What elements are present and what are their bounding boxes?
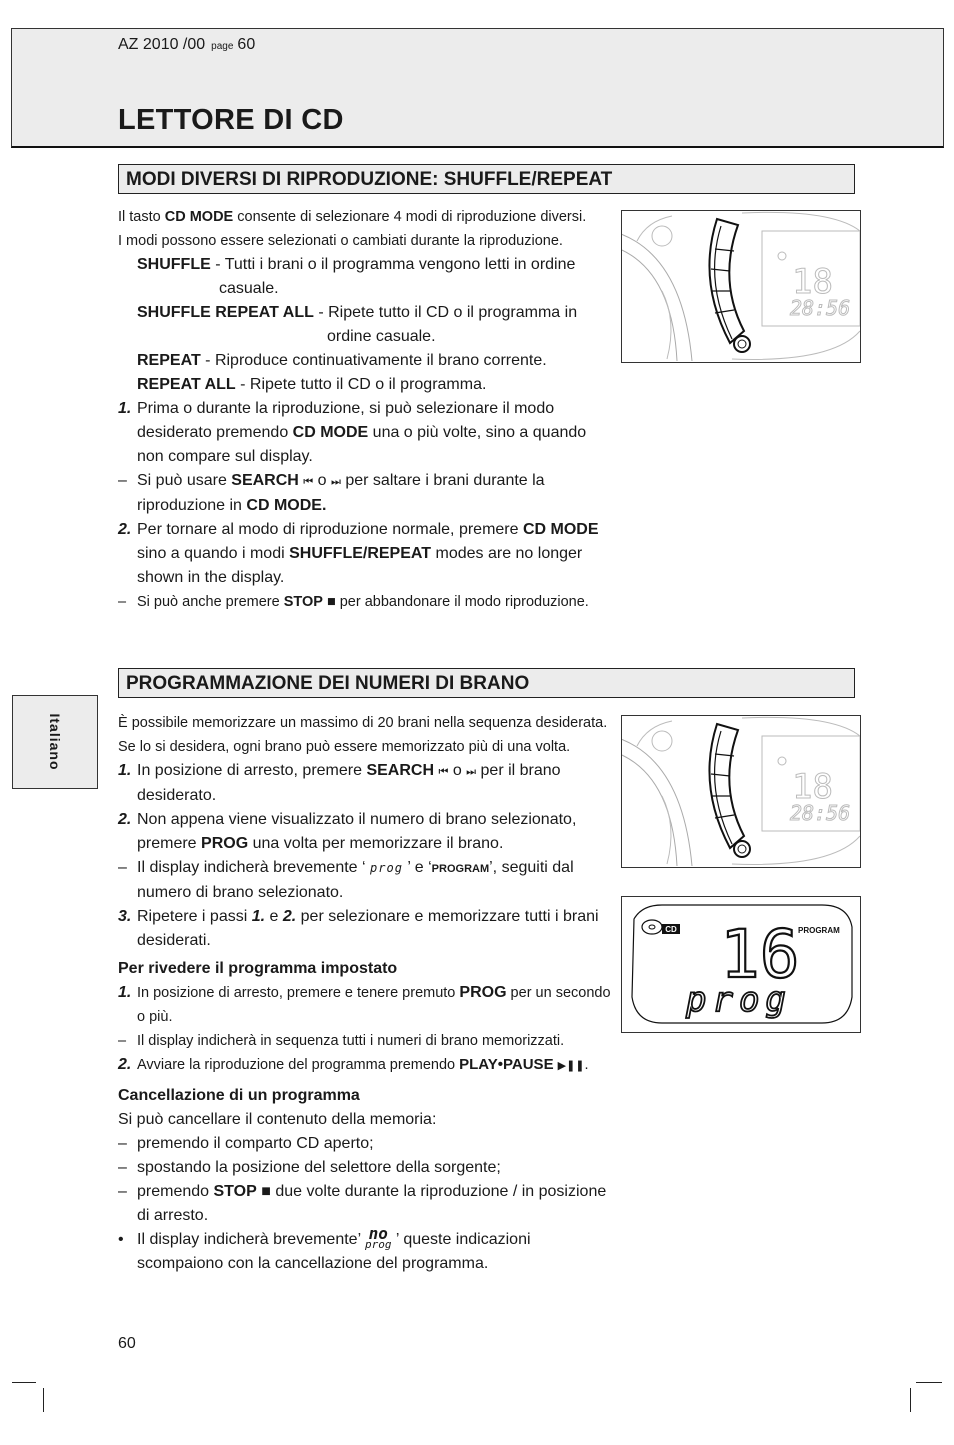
subheading-review: Per rivedere il programma impostato [118, 960, 398, 977]
step-1 [118, 397, 613, 469]
step-number: 1. [118, 984, 132, 1001]
dash-item [118, 590, 613, 614]
dash: – [118, 594, 127, 610]
step-3 [118, 905, 613, 953]
mode-desc: - Ripete tutto il CD o il programma in ordine casuale. [313, 304, 578, 345]
next-track-icon: ⏭ [331, 475, 341, 488]
stop-icon: ■ [261, 1183, 271, 1200]
dash: – [118, 1135, 127, 1152]
key-name: SHUFFLE/REPEAT [289, 545, 432, 562]
section1-body [118, 205, 613, 614]
dash-item [118, 856, 613, 905]
text: e [265, 908, 283, 925]
key-name: CD MODE [292, 424, 369, 441]
crop-mark [43, 1388, 44, 1412]
text: modes are no longer shown in the display. [137, 545, 583, 586]
review-step-2 [118, 1053, 613, 1078]
key-name: CD MODE [164, 209, 234, 225]
key-name: CD MODE [522, 521, 599, 538]
text: una o più volte, sino a quando non compare sul display. [137, 424, 587, 465]
text: Per tornare al modo di riproduzione normale, premere [137, 521, 523, 538]
lcd-prog-word: prog [686, 980, 792, 1020]
mode-item [118, 301, 613, 349]
step-2 [118, 808, 613, 856]
play-pause-icon: ▶❚❚ [557, 1059, 585, 1072]
device-drawing [622, 716, 860, 867]
text: o [448, 762, 467, 779]
text: due volte durante la riproduzione / in posizione di arresto. [137, 1183, 607, 1224]
key-name: STOP [213, 1183, 257, 1200]
step-number: 1. [118, 762, 132, 779]
text: per abbandonare il modo riproduzione. [335, 594, 589, 610]
dash-item [118, 1180, 613, 1228]
step-ref: 2. [282, 908, 297, 925]
text: Si può usare [137, 472, 232, 489]
cd-label: CD [665, 925, 677, 934]
mode-item [118, 349, 613, 373]
display-time: 28:56 [790, 801, 851, 825]
lcd-prog-display-illustration [621, 896, 861, 1033]
subheading-clear: Cancellazione di un programma [118, 1087, 360, 1104]
text: Il display indicherà brevemente ‘ [137, 859, 371, 876]
text: Non appena viene visualizzato il numero di brano selezionato, premere [137, 811, 577, 852]
stop-icon: ■ [326, 594, 336, 610]
lcd-drawing [622, 897, 860, 1032]
section-heading-shuffle-repeat: MODI DIVERSI DI RIPRODUZIONE: SHUFFLE/REPEAT [118, 164, 855, 194]
text: consente di selezionare 4 modi di riproduzione diversi. [233, 209, 587, 225]
footer-page-number: 60 [118, 1335, 136, 1352]
intro-line: È possibile memorizzare un massimo di 20 brani nella sequenza desiderata. [118, 715, 608, 731]
mode-desc: - Riproduce continuativamente il brano corrente. [200, 352, 547, 369]
dash-item [118, 1029, 613, 1053]
key-name: SEARCH [231, 472, 299, 489]
mode-desc: - Ripete tutto il CD o il programma. [235, 376, 487, 393]
dash: – [118, 1183, 127, 1200]
dash: – [118, 859, 127, 876]
display-track: 18 [792, 767, 833, 807]
display-track: 18 [792, 262, 833, 302]
lcd-no-text: no [368, 1224, 388, 1243]
mode-item [118, 373, 613, 397]
previous-track-icon: ⏮ [438, 765, 449, 778]
page-reference [118, 36, 255, 54]
text: Si può anche premere [137, 594, 284, 610]
clear-intro: Si può cancellare il contenuto della memoria: [118, 1111, 437, 1128]
step-number: 1. [118, 400, 132, 417]
text: spostando la posizione del selettore della sorgente; [137, 1159, 501, 1176]
key-name: PROG [201, 835, 249, 852]
dash: – [118, 1033, 127, 1049]
text: Avviare la riproduzione del programma premendo [137, 1057, 460, 1073]
text: premendo il comparto CD aperto; [137, 1135, 374, 1152]
previous-track-icon: ⏮ [303, 475, 314, 488]
lcd-prog-text: prog [364, 1238, 392, 1251]
key-name: PROG [459, 984, 507, 1001]
step-number: 2. [118, 521, 132, 538]
text: sino a quando i modi [137, 545, 290, 562]
language-tab [12, 695, 98, 789]
text: Ripetere i passi [137, 908, 252, 925]
mode-name: SHUFFLE REPEAT ALL [137, 304, 314, 321]
lcd-track-number: 16 [720, 916, 800, 993]
language-label: Italiano [47, 713, 63, 771]
device-drawing [622, 211, 860, 362]
text: premendo [137, 1183, 214, 1200]
intro-line: I modi possono essere selezionati o cambiati durante la riproduzione. [118, 233, 563, 249]
step-1 [118, 759, 613, 808]
text: In posizione di arresto, premere e tenere premuto [137, 985, 460, 1001]
text: Il display indicherà brevemente’ [137, 1231, 365, 1248]
text: In posizione di arresto, premere [137, 762, 367, 779]
dash-item [118, 1132, 613, 1156]
text: per selezionare e memorizzare tutti i brani desiderati. [137, 908, 599, 949]
model-code: AZ 2010 /00 [118, 36, 206, 53]
program-label: PROGRAM [431, 863, 490, 875]
program-indicator: PROGRAM [798, 926, 840, 935]
text: ’ e ‘ [402, 859, 432, 876]
cd-mode-button-illustration [621, 210, 861, 363]
mode-name: REPEAT [137, 352, 201, 369]
text: per il brano desiderato. [137, 762, 561, 804]
section-heading-programming: PROGRAMMAZIONE DEI NUMERI DI BRANO [118, 668, 855, 698]
text: Il tasto [118, 209, 165, 225]
mode-name: SHUFFLE [137, 256, 211, 273]
text: una volta per memorizzare il brano. [248, 835, 504, 852]
text: per un secondo o più. [137, 985, 611, 1025]
crop-mark [12, 1382, 36, 1383]
mode-desc: - Tutti i brani o il programma vengono letti in ordine casuale. [210, 256, 576, 297]
header-page-number: 60 [237, 36, 256, 53]
step-number: 3. [118, 908, 132, 925]
step-number: 2. [118, 811, 132, 828]
text: per saltare i brani durante la riproduzione in [137, 472, 545, 514]
bullet-item [118, 1224, 613, 1276]
bullet: • [118, 1231, 124, 1248]
crop-mark [910, 1388, 911, 1412]
text: Prima o durante la riproduzione, si può selezionare il modo desiderato premendo [137, 400, 555, 441]
review-step-1 [118, 981, 613, 1029]
display-time: 28:56 [790, 296, 851, 320]
text: ’, seguiti dal numero di brano selezionato. [137, 859, 574, 901]
text: . [584, 1057, 589, 1073]
intro-line: Se lo si desidera, ogni brano può essere memorizzato più di una volta. [118, 739, 571, 755]
text: Il display indicherà in sequenza tutti i numeri di brano memorizzati. [137, 1033, 565, 1049]
key-name: CD MODE. [246, 497, 327, 514]
mode-name: REPEAT ALL [137, 376, 236, 393]
mode-item [118, 253, 613, 301]
page-title: LETTORE DI CD [118, 104, 344, 136]
dash-item [118, 1156, 613, 1180]
dash-item [118, 469, 613, 518]
intro-line [118, 205, 613, 229]
key-name: PLAY•PAUSE [459, 1056, 554, 1073]
page-word: page [211, 41, 234, 52]
disc-icon [642, 920, 662, 934]
text: ’ queste indicazioni scompaiono con la cancellazione del programma. [137, 1231, 531, 1272]
dash: – [118, 472, 127, 489]
key-name: SEARCH [366, 762, 435, 779]
crop-mark [916, 1382, 942, 1383]
text: o [313, 472, 331, 489]
step-number: 2. [118, 1056, 132, 1073]
key-name: STOP [283, 594, 323, 610]
step-ref: 1. [251, 908, 266, 925]
lcd-prog-text: prog [370, 861, 403, 875]
dash: – [118, 1159, 127, 1176]
search-button-illustration [621, 715, 861, 868]
section2-body [118, 711, 613, 1276]
step-2 [118, 518, 613, 590]
lcd-no-prog [364, 1224, 392, 1251]
next-track-icon: ⏭ [466, 765, 477, 778]
